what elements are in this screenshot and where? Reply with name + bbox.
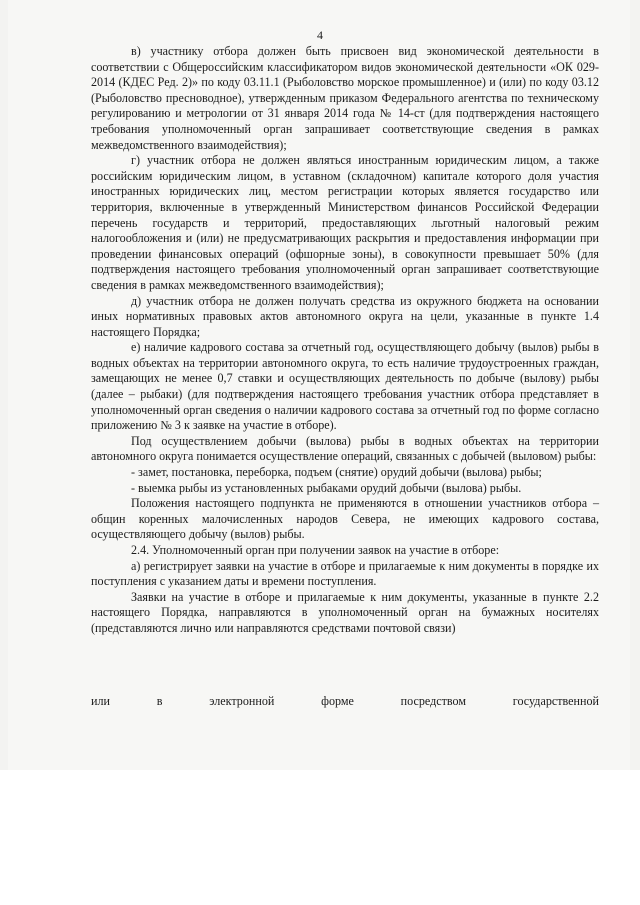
paragraph-fishing-definition: Под осуществлением добычи (вылова) рыбы в водных объектах на территории автономного округа понимается осуществление операций, связанных с добычей (выловом) рыбы: [91,433,599,464]
paragraph-2-4: 2.4. Уполномоченный орган при получении заявок на участие в отборе: [131,543,500,557]
paragraph-v-okved: в) участнику отбора должен быть присвоен вид экономической деятельности в соответствии с Общероссийским классификатором видов экономической деятельности «ОК 029-2014 (КДЕС Ред. 2)» по коду 03.11.1 (Рыболовство морское промышленное) и (или) по коду 03.12 (Рыболовство пресноводное), утвержденным приказом Федерального агентства по техническому регулированию и метрологии от 31 января 2014 года № 14-ст (для подтверждения настоящего требования уполномоченный орган запрашивает соответствующие сведения в рамках межведомственного взаимодействия); [91,44,599,152]
page-number: 4 [317,28,323,42]
paragraph-submission: Заявки на участие в отборе и прилагаемые к ним документы, указанные в пункте 2.2 настоящего Порядка, направляются в уполномоченный орган на бумажных носителях (представляются лично или направляются средствами почтовой связи) [91,589,599,635]
list-item-setting-gear: - замет, постановка, переборка, подъем (снятие) орудий добычи (вылова) рыбы; [131,465,542,480]
list-item-removing-fish: - выемка рыбы из установленных рыбаками орудий добычи (вылова) рыбы. [131,480,522,495]
paragraph-e-staff: е) наличие кадрового состава за отчетный год, осуществляющего добычу (вылов) рыбы в водных объектах на территории автономного округа, то есть наличие трудоустроенных граждан, замещающих не менее 0,7 ставки и осуществляющих деятельность по добыче (вылову) рыбы (далее – рыбаки) (для подтверждения настоящего требования участник отбора представляет в уполномоченный орган сведения о наличии кадрового состава за отчетный год по форме согласно приложению № 3 к заявке на участие в отборе). [91,340,599,433]
last-line: или в электронной форме посредством государственной [91,694,599,708]
paragraph-exemption: Положения настоящего подпункта не применяются в отношении участников отбора – общин коренных малочисленных народов Севера, не имеющих кадрового состава, осуществляющего добычу (вылов) рыбы. [91,496,599,542]
paragraph-g-foreign-entity: г) участник отбора не должен являться иностранным юридическим лицом, а также российским юридическим лицом, в уставном (складочном) капитале которого доля участия иностранных юридических лиц, местом регистрации которых является государство или территория, включенные в утвержденный Министерством финансов Российской Федерации перечень государств и территорий, предоставляющих льготный налоговый режим налогообложения и (или) не предусматривающих раскрытия и предоставления информации при проведении финансовых операций (офшорные зоны), в совокупности превышает 50% (для подтверждения настоящего требования уполномоченный орган запрашивает соответствующие сведения в рамках межведомственного взаимодействия); [91,153,599,292]
document-body [91,44,599,637]
paragraph-a-registration: а) регистрирует заявки на участие в отборе и прилагаемые к ним документы в порядке их поступления с указанием даты и времени поступления. [91,558,599,589]
paragraph-d-budget-funds: д) участник отбора не должен получать средства из окружного бюджета на основании иных нормативных правовых актов автономного округа на цели, указанные в пункте 1.4 настоящего Порядка; [91,293,599,339]
